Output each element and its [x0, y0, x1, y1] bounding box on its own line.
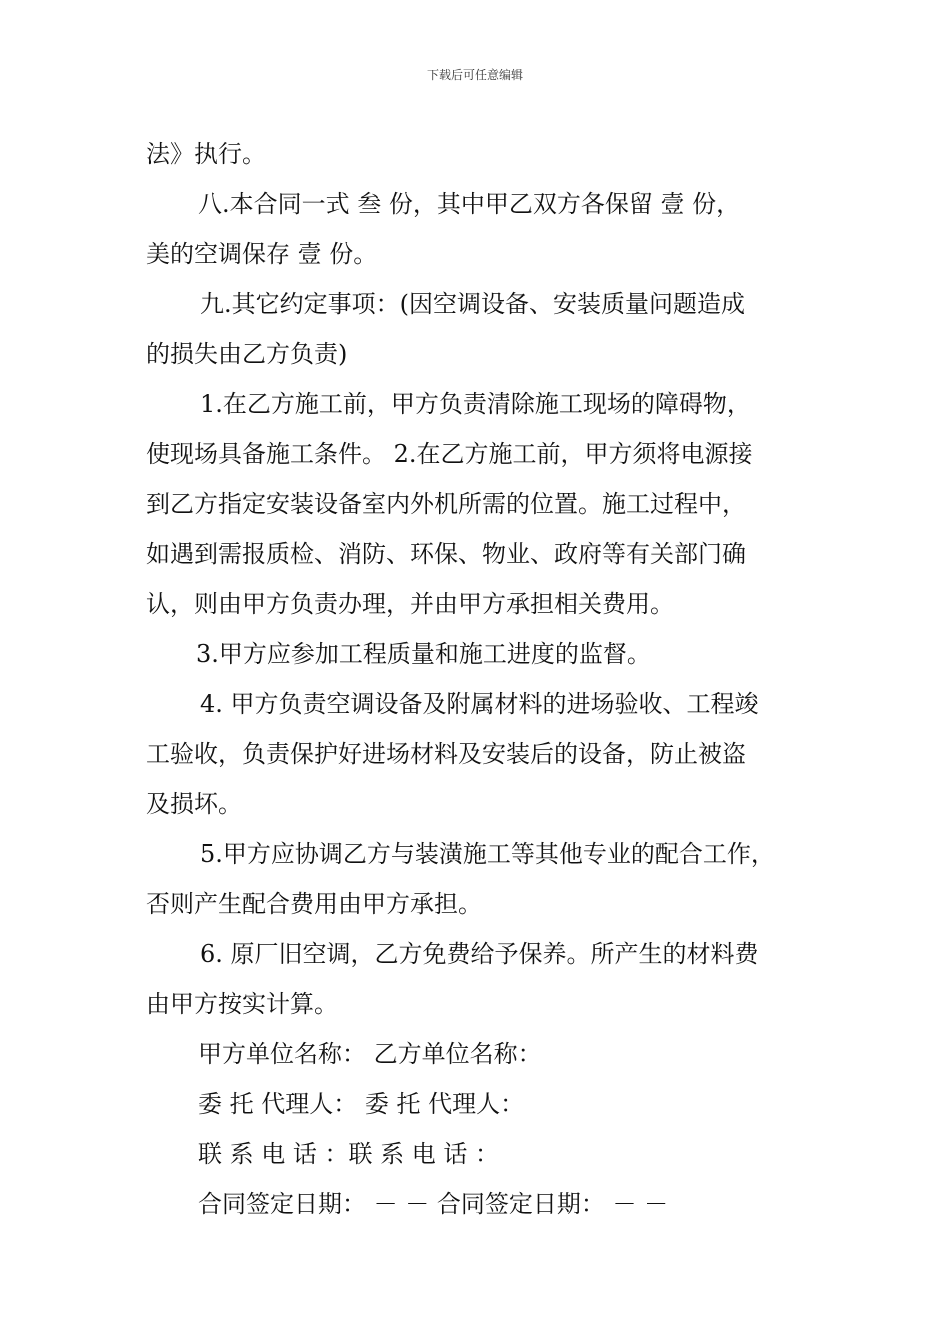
phone-line: 联 系 电 话 ：联 系 电 话 ：	[198, 1140, 500, 1168]
text-line-9: 如遇到需报质检、消防、环保、物业、政府等有关部门确	[146, 540, 746, 568]
text-line-4: 九.其它约定事项：(因空调设备、安装质量问题造成	[200, 290, 745, 318]
text-line-1: 法》执行。	[146, 140, 266, 168]
sign-date-line: 合同签定日期： － － 合同签定日期： － －	[198, 1190, 669, 1218]
text-line-11: 3.甲方应参加工程质量和施工进度的监督。	[196, 640, 651, 668]
text-line-16: 否则产生配合费用由甲方承担。	[146, 890, 482, 918]
text-line-8: 到乙方指定安装设备室内外机所需的位置。施工过程中，	[146, 490, 746, 518]
text-line-17: 6. 原厂旧空调，乙方免费给予保养。所产生的材料费	[200, 940, 759, 968]
party-name-line: 甲方单位名称： 乙方单位名称：	[198, 1040, 542, 1068]
text-line-6: 1.在乙方施工前，甲方负责清除施工现场的障碍物，	[200, 390, 751, 418]
text-line-18: 由甲方按实计算。	[146, 990, 338, 1018]
text-line-14: 及损坏。	[146, 790, 242, 818]
text-line-3: 美的空调保存 壹 份。	[146, 240, 378, 268]
text-line-5: 的损失由乙方负责)	[146, 340, 348, 368]
text-line-2: 八.本合同一式 叁 份，其中甲乙双方各保留 壹 份，	[198, 190, 741, 218]
text-line-7: 使现场具备施工条件。 2.在乙方施工前，甲方须将电源接	[146, 440, 753, 468]
text-line-15: 5.甲方应协调乙方与装潢施工等其他专业的配合工作，	[200, 840, 775, 868]
text-line-13: 工验收，负责保护好进场材料及安装后的设备，防止被盗	[146, 740, 746, 768]
agent-line: 委 托 代理人： 委 托 代理人：	[198, 1090, 525, 1118]
page-header: 下载后可任意编辑	[426, 68, 523, 82]
text-line-12: 4. 甲方负责空调设备及附属材料的进场验收、工程竣	[200, 690, 759, 718]
text-line-10: 认，则由甲方负责办理，并由甲方承担相关费用。	[146, 590, 674, 618]
